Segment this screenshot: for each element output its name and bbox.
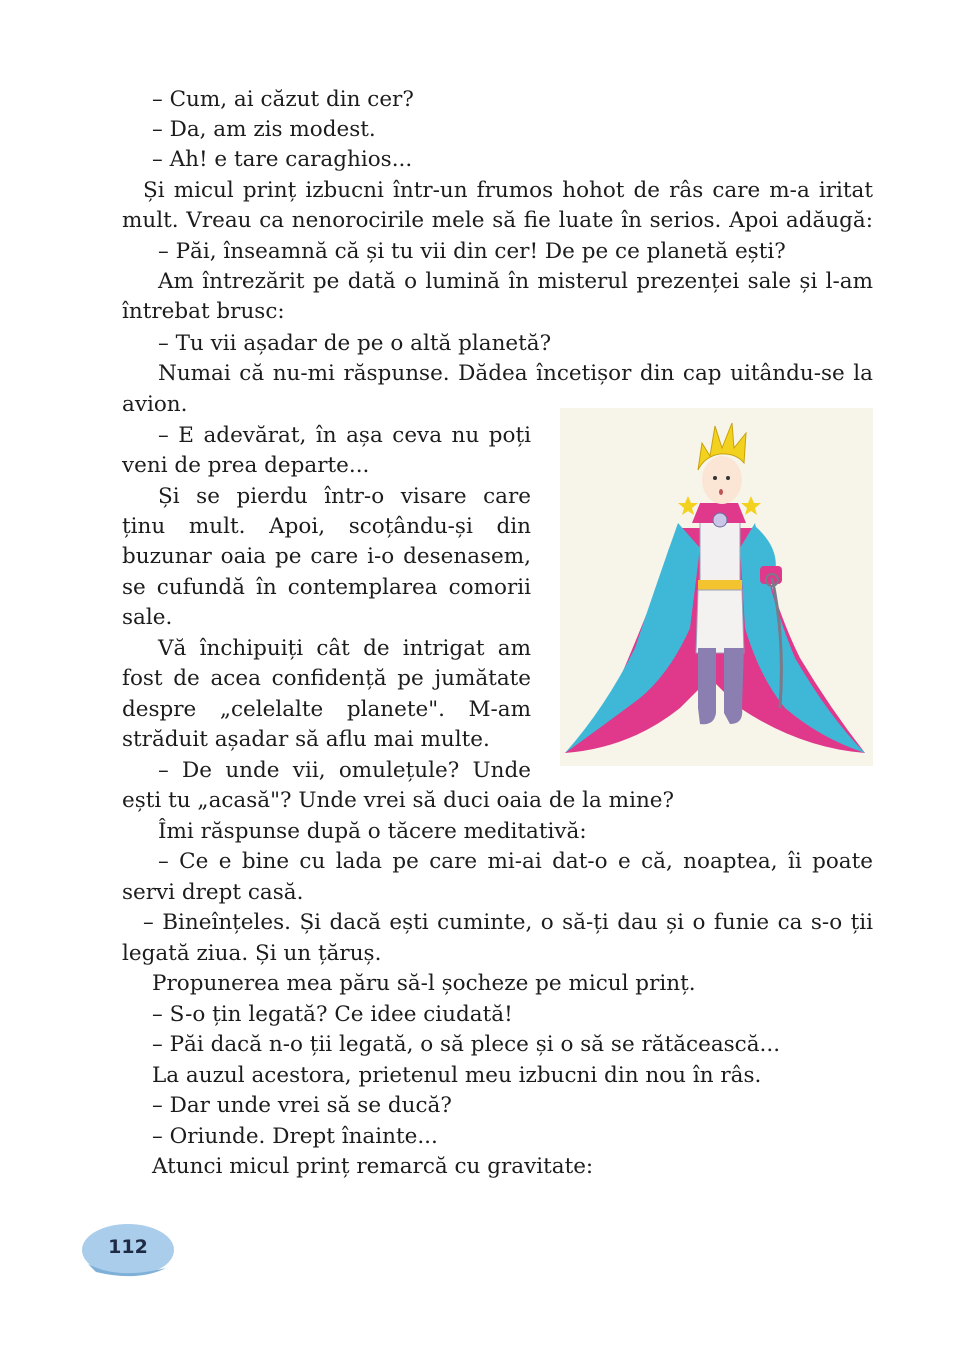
text-line: – Cum, ai căzut din cer? xyxy=(152,87,414,112)
text-line: – Ce e bine cu lada pe care mi-ai dat-o e că, noaptea, îi poate xyxy=(158,849,873,874)
text-line: Am întrezărit pe dată o lumină în misterul prezenței sale și l-am xyxy=(158,269,873,294)
text-line: legată ziua. Și un țăruș. xyxy=(122,941,382,966)
text-line: Propunerea mea păru să-l șocheze pe micul prinț. xyxy=(152,971,696,996)
text-line: – Păi, înseamnă că și tu vii din cer! De pe ce planetă ești? xyxy=(158,239,786,264)
text-line: Îmi răspunse după o tăcere meditativă: xyxy=(158,819,587,844)
text-line: La auzul acestora, prietenul meu izbucni din nou în râs. xyxy=(152,1063,762,1088)
text-line: se cufundă în contemplarea comorii xyxy=(122,575,531,600)
text-line: Vă închipuiți cât de intrigat am xyxy=(158,636,531,661)
text-line: – E adevărat, în așa ceva nu poți xyxy=(158,423,531,448)
text-line: ținu mult. Apoi, scoțându-și din xyxy=(122,514,531,539)
text-line: întrebat brusc: xyxy=(122,299,285,324)
text-line: – Bineînțeles. Și dacă ești cuminte, o să-ți dau și o funie ca s-o ții xyxy=(143,910,873,935)
little-prince-illustration xyxy=(560,408,873,766)
page-number: 112 xyxy=(108,1236,148,1258)
text-line: Numai că nu-mi răspunse. Dădea încetișor din cap uitându-se la xyxy=(158,361,873,386)
text-line: avion. xyxy=(122,392,188,417)
text-line: mult. Vreau ca nenorocirile mele să fie luate în serios. Apoi adăugă: xyxy=(122,208,873,233)
text-line: veni de prea departe... xyxy=(122,453,370,478)
text-line: – Păi dacă n-o ții legată, o să plece și o să se rătăcească... xyxy=(152,1032,781,1057)
text-line: – Dar unde vrei să se ducă? xyxy=(152,1093,452,1118)
text-line: – De unde vii, omulețule? Unde xyxy=(158,758,531,783)
text-line: fost de acea confidență pe jumătate xyxy=(122,666,531,691)
text-line: buzunar oaia pe care i-o desenasem, xyxy=(122,544,531,569)
text-line: Atunci micul prinț remarcă cu gravitate: xyxy=(152,1154,594,1179)
text-line: – Ah! e tare caraghios... xyxy=(152,147,413,172)
text-line: despre „celelalte planete". M-am xyxy=(122,697,531,722)
text-line: – Tu vii așadar de pe o altă planetă? xyxy=(158,331,552,356)
text-line: – S-o țin legată? Ce idee ciudată! xyxy=(152,1002,513,1027)
text-line: – Oriunde. Drept înainte... xyxy=(152,1124,438,1149)
text-line: sale. xyxy=(122,605,173,630)
text-line: servi drept casă. xyxy=(122,880,304,905)
text-line: Și micul prinț izbucni într-un frumos hohot de râs care m-a iritat xyxy=(143,178,873,203)
text-line: Și se pierdu într-o visare care xyxy=(158,484,531,509)
text-line: – Da, am zis modest. xyxy=(152,117,376,142)
text-line: străduit așadar să aflu mai multe. xyxy=(122,727,490,752)
text-line: ești tu „acasă"? Unde vrei să duci oaia de la mine? xyxy=(122,788,675,813)
